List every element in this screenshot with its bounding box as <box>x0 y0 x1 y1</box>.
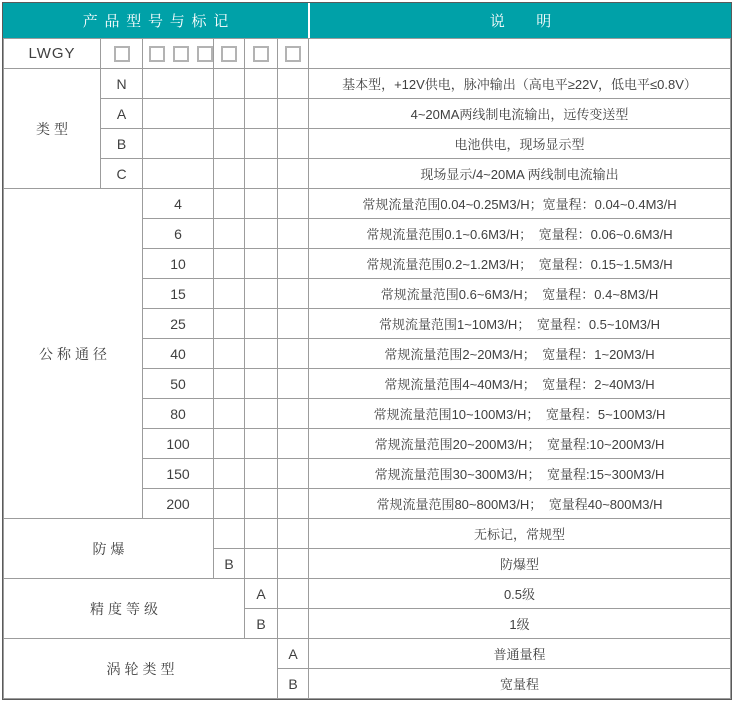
empty-cell <box>245 69 278 99</box>
empty-cell <box>245 489 278 519</box>
checkbox-placeholder-icon <box>149 46 165 62</box>
empty-cell <box>245 369 278 399</box>
model-prefix: LWGY <box>4 39 101 69</box>
code-cell: B <box>214 549 245 579</box>
description-cell: 常规流量范围10~100M3/H； 宽量程：5~100M3/H <box>309 399 731 429</box>
type-code-boxes <box>101 39 143 69</box>
description-cell: 4~20MA两线制电流输出，远传变送型 <box>309 99 731 129</box>
code-cell <box>214 519 245 549</box>
empty-cell <box>245 159 278 189</box>
empty-cell <box>214 279 245 309</box>
section-label-explosion-proof: 防爆 <box>4 519 214 579</box>
checkbox-placeholder-icon <box>197 46 213 62</box>
model-selection-table <box>3 38 731 699</box>
code-cell: B <box>101 129 143 159</box>
empty-cell <box>278 549 309 579</box>
code-cell: 150 <box>143 459 214 489</box>
empty-cell <box>245 549 278 579</box>
empty-cell <box>278 339 309 369</box>
empty-cell <box>143 129 214 159</box>
section-label-nominal-diameter: 公称通径 <box>4 189 143 519</box>
empty-cell <box>214 459 245 489</box>
empty-cell <box>245 459 278 489</box>
description-cell <box>309 39 731 69</box>
empty-cell <box>245 249 278 279</box>
empty-cell <box>245 129 278 159</box>
table-header-row <box>3 3 731 38</box>
code-cell: 15 <box>143 279 214 309</box>
code-cell: B <box>245 609 278 639</box>
description-cell: 常规流量范围0.1~0.6M3/H； 宽量程：0.06~0.6M3/H <box>309 219 731 249</box>
section-label-turbine-type: 涡轮类型 <box>4 639 278 699</box>
empty-cell <box>278 429 309 459</box>
empty-cell <box>278 279 309 309</box>
empty-cell <box>143 159 214 189</box>
empty-cell <box>278 129 309 159</box>
empty-cell <box>214 189 245 219</box>
description-cell: 常规流量范围0.6~6M3/H； 宽量程：0.4~8M3/H <box>309 279 731 309</box>
description-cell: 常规流量范围2~20M3/H； 宽量程：1~20M3/H <box>309 339 731 369</box>
empty-cell <box>278 159 309 189</box>
empty-cell <box>245 429 278 459</box>
code-cell: 200 <box>143 489 214 519</box>
description-cell: 0.5级 <box>309 579 731 609</box>
empty-cell <box>245 519 278 549</box>
description-cell: 常规流量范围30~300M3/H； 宽量程:15~300M3/H <box>309 459 731 489</box>
code-cell: 40 <box>143 339 214 369</box>
empty-cell <box>278 219 309 249</box>
table-row <box>4 579 731 609</box>
empty-cell <box>278 609 309 639</box>
description-cell: 常规流量范围4~40M3/H； 宽量程：2~40M3/H <box>309 369 731 399</box>
code-cell: 100 <box>143 429 214 459</box>
empty-cell <box>214 99 245 129</box>
empty-cell <box>278 369 309 399</box>
table-row <box>4 129 731 159</box>
empty-cell <box>278 189 309 219</box>
empty-cell <box>143 99 214 129</box>
empty-cell <box>245 279 278 309</box>
checkbox-placeholder-icon <box>221 46 237 62</box>
description-cell: 常规流量范围1~10M3/H； 宽量程：0.5~10M3/H <box>309 309 731 339</box>
checkbox-placeholder-icon <box>173 46 189 62</box>
empty-cell <box>214 489 245 519</box>
empty-cell <box>214 249 245 279</box>
empty-cell <box>214 159 245 189</box>
code-cell: 4 <box>143 189 214 219</box>
description-cell: 常规流量范围0.04~0.25M3/H；宽量程：0.04~0.4M3/H <box>309 189 731 219</box>
table-row <box>4 639 731 669</box>
code-cell: 10 <box>143 249 214 279</box>
empty-cell <box>214 219 245 249</box>
accuracy-code-box <box>245 39 278 69</box>
checkbox-placeholder-icon <box>114 46 130 62</box>
empty-cell <box>245 309 278 339</box>
empty-cell <box>214 339 245 369</box>
empty-cell <box>278 579 309 609</box>
code-cell: 6 <box>143 219 214 249</box>
code-cell: B <box>278 669 309 699</box>
code-cell: A <box>278 639 309 669</box>
empty-cell <box>214 129 245 159</box>
empty-cell <box>278 489 309 519</box>
diameter-code-boxes <box>143 39 214 69</box>
column-header-description: 说明 <box>310 3 731 38</box>
turbine-code-box <box>278 39 309 69</box>
description-cell: 无标记，常规型 <box>309 519 731 549</box>
description-cell: 电池供电，现场显示型 <box>309 129 731 159</box>
empty-cell <box>278 69 309 99</box>
description-cell: 常规流量范围80~800M3/H； 宽量程40~800M3/H <box>309 489 731 519</box>
code-cell: N <box>101 69 143 99</box>
description-cell: 宽量程 <box>309 669 731 699</box>
empty-cell <box>278 309 309 339</box>
section-label-accuracy-class: 精度等级 <box>4 579 245 639</box>
explosion-code-box <box>214 39 245 69</box>
empty-cell <box>245 339 278 369</box>
section-label-type: 类型 <box>4 69 101 189</box>
table-row <box>4 189 731 219</box>
description-cell: 防爆型 <box>309 549 731 579</box>
code-cell: 80 <box>143 399 214 429</box>
empty-cell <box>245 99 278 129</box>
empty-cell <box>245 399 278 429</box>
model-code-row <box>4 39 731 69</box>
description-cell: 基本型，+12V供电，脉冲输出（高电平≥22V，低电平≤0.8V） <box>309 69 731 99</box>
checkbox-placeholder-icon <box>285 46 301 62</box>
model-selection-sheet <box>2 2 732 700</box>
empty-cell <box>278 99 309 129</box>
empty-cell <box>245 189 278 219</box>
checkbox-placeholder-icon <box>253 46 269 62</box>
description-cell: 常规流量范围20~200M3/H； 宽量程:10~200M3/H <box>309 429 731 459</box>
empty-cell <box>278 249 309 279</box>
empty-cell <box>214 369 245 399</box>
empty-cell <box>278 399 309 429</box>
empty-cell <box>245 219 278 249</box>
empty-cell <box>214 399 245 429</box>
description-cell: 现场显示/4~20MA 两线制电流输出 <box>309 159 731 189</box>
table-row <box>4 69 731 99</box>
empty-cell <box>214 69 245 99</box>
table-row <box>4 519 731 549</box>
empty-cell <box>214 309 245 339</box>
description-cell: 普通量程 <box>309 639 731 669</box>
column-header-model: 产品型号与标记 <box>3 3 308 38</box>
empty-cell <box>278 459 309 489</box>
code-cell: 25 <box>143 309 214 339</box>
code-cell: A <box>245 579 278 609</box>
description-cell: 1级 <box>309 609 731 639</box>
empty-cell <box>143 69 214 99</box>
code-cell: C <box>101 159 143 189</box>
code-cell: 50 <box>143 369 214 399</box>
empty-cell <box>214 429 245 459</box>
code-cell: A <box>101 99 143 129</box>
description-cell: 常规流量范围0.2~1.2M3/H； 宽量程：0.15~1.5M3/H <box>309 249 731 279</box>
table-row <box>4 159 731 189</box>
table-row <box>4 99 731 129</box>
empty-cell <box>278 519 309 549</box>
